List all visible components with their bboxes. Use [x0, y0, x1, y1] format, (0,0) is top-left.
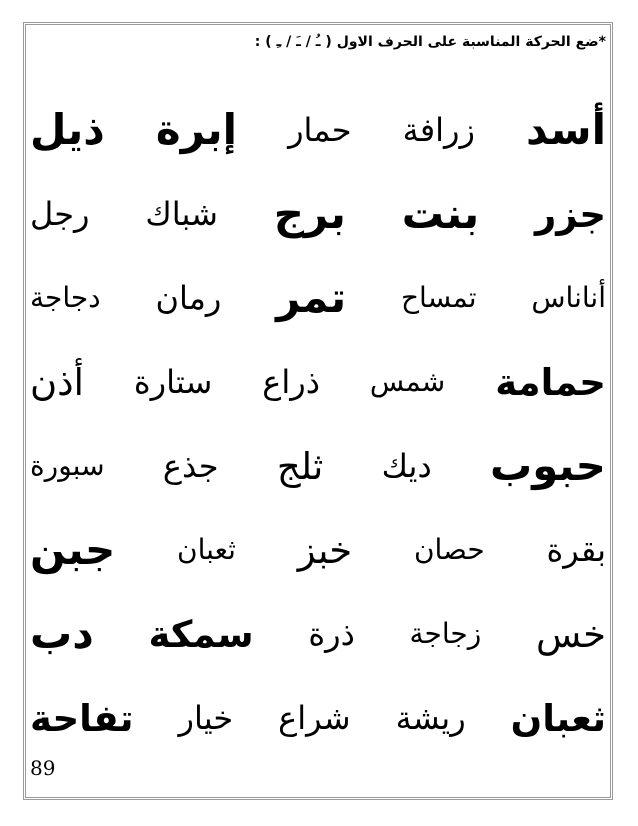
- word-row: [30, 592, 606, 676]
- word-row: [30, 424, 606, 508]
- word: شباك: [145, 195, 218, 233]
- page-number: 89: [30, 756, 56, 780]
- word-row: [30, 256, 606, 340]
- word: شراع: [278, 699, 351, 737]
- word-row: [30, 172, 606, 256]
- word: حصان: [413, 533, 485, 566]
- word: ثلج: [276, 444, 324, 488]
- word: تمر: [276, 273, 347, 322]
- word: ثعبان: [177, 533, 236, 566]
- word: خس: [535, 612, 606, 656]
- word-row: [30, 340, 606, 424]
- word: ستارة: [133, 363, 213, 401]
- word: زجاجة: [409, 617, 482, 650]
- word: تمساح: [400, 281, 477, 314]
- exercise-instruction: *ضع الحركة المناسبة على الحرف الاول ( ـُ / ـَ / ـِ ) :: [254, 34, 606, 50]
- word: رجل: [30, 195, 90, 233]
- word: بنت: [401, 189, 480, 238]
- word-grid: [30, 88, 606, 760]
- word: رمان: [155, 279, 222, 317]
- word: خيار: [178, 699, 234, 737]
- word: جذع: [162, 447, 219, 485]
- word: حمامة: [495, 360, 606, 404]
- word: ذيل: [30, 105, 105, 154]
- word: حبوب: [490, 441, 606, 490]
- word-row: [30, 88, 606, 172]
- word: إبرة: [155, 105, 237, 154]
- word: حمار: [288, 111, 352, 149]
- word: أسد: [526, 105, 606, 154]
- word: سبورة: [30, 449, 105, 482]
- word: برج: [273, 189, 346, 238]
- word: بقرة: [546, 531, 606, 569]
- word: أناناس: [531, 281, 606, 314]
- word: دجاجة: [30, 281, 101, 314]
- word: ثعبان: [510, 696, 606, 740]
- word: زرافة: [402, 111, 475, 149]
- word: ريشة: [395, 699, 466, 737]
- word: خبز: [297, 528, 353, 572]
- word-row: [30, 508, 606, 592]
- word: تفاحة: [30, 696, 134, 740]
- word: جزر: [535, 192, 606, 236]
- word: ديك: [381, 447, 432, 485]
- word: دب: [30, 609, 94, 658]
- word: سمكة: [148, 612, 254, 656]
- word: أذن: [30, 360, 84, 404]
- word: ذرة: [308, 615, 355, 653]
- word: ذراع: [262, 363, 320, 401]
- word: شمس: [369, 365, 446, 398]
- word: جبن: [30, 525, 116, 574]
- word-row: [30, 676, 606, 760]
